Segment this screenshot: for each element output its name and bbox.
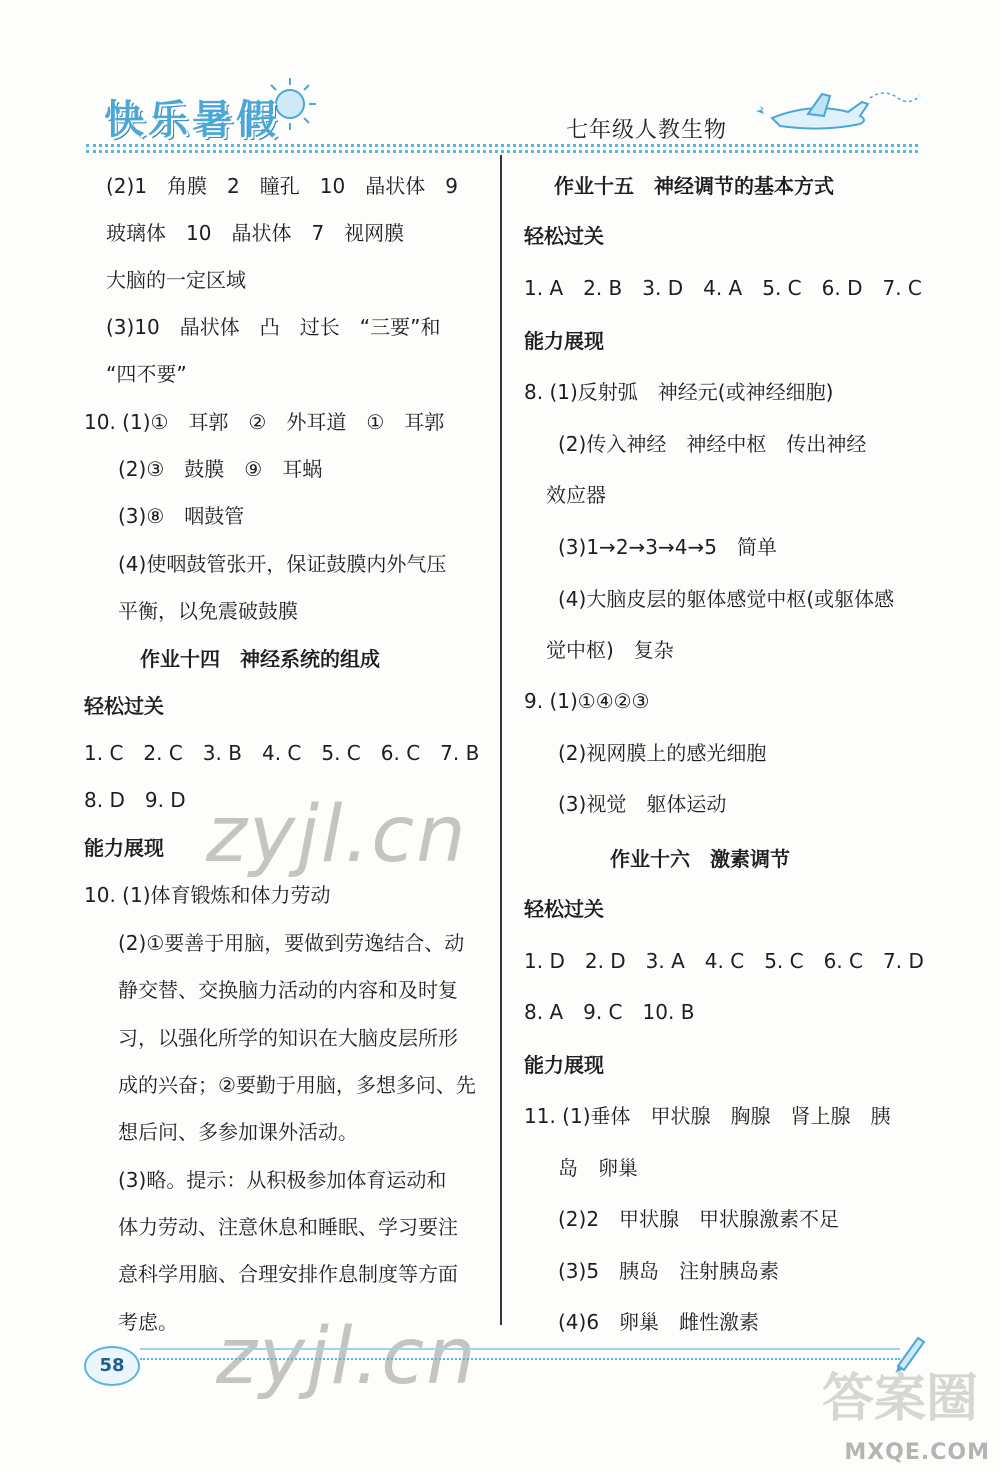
answer-line: (2)1 角膜 2 瞳孔 10 晶状体 9 [106, 174, 458, 198]
watermark: zyjl.cn [216, 1312, 478, 1402]
answer-line: (4)使咽鼓管张开，保证鼓膜内外气压 [118, 552, 447, 576]
subsection-heading: 能力展现 [524, 1053, 604, 1077]
answer-line: 体力劳动、注意休息和睡眠、学习要注 [118, 1215, 458, 1239]
subsection-heading: 轻松过关 [524, 897, 604, 921]
answer-line: (3)视觉 躯体运动 [558, 792, 727, 816]
answer-line: (3)⑧ 咽鼓管 [118, 504, 245, 528]
answer-line: (2)视网膜上的感光细胞 [558, 741, 767, 765]
column-divider [500, 155, 502, 1325]
footer-line [140, 1348, 900, 1350]
answer-line: 静交替、交换脑力活动的内容和及时复 [118, 978, 458, 1002]
answer-line: (4)6 卵巢 雌性激素 [558, 1310, 760, 1334]
section-title: 作业十六 激素调节 [610, 847, 790, 871]
footer-line-2 [140, 1358, 900, 1360]
answer-line: 1. A 2. B 3. D 4. A 5. C 6. D 7. C [524, 276, 922, 300]
watermark: zyjl.cn [206, 790, 468, 880]
answer-line: (2)①要善于用脑，要做到劳逸结合、动 [118, 931, 465, 955]
answer-line: “四不要” [106, 362, 187, 386]
answer-line: 觉中枢) 复杂 [546, 638, 674, 662]
answer-line: 8. D 9. D [84, 788, 186, 812]
site-url-watermark: MXQE.COM [844, 1440, 990, 1465]
subsection-heading: 能力展现 [84, 836, 164, 860]
answer-line: 9. (1)①④②③ [524, 689, 650, 713]
answer-line: 8. A 9. C 10. B [524, 1000, 695, 1024]
subsection-heading: 能力展现 [524, 329, 604, 353]
answer-line: 8. (1)反射弧 神经元(或神经细胞) [524, 380, 834, 404]
answer-line: 10. (1)① 耳郭 ② 外耳道 ① 耳郭 [84, 410, 445, 434]
answer-line: (4)大脑皮层的躯体感觉中枢(或躯体感 [558, 587, 895, 611]
subsection-heading: 轻松过关 [524, 224, 604, 248]
answer-line: 考虑。 [118, 1310, 178, 1334]
answer-line: 11. (1)垂体 甲状腺 胸腺 肾上腺 胰 [524, 1104, 891, 1128]
subsection-heading: 轻松过关 [84, 694, 164, 718]
answer-line: 岛 卵巢 [558, 1156, 638, 1180]
answer-line: (2)传入神经 神经中枢 传出神经 [558, 432, 867, 456]
answer-line: (3)10 晶状体 凸 过长 “三要”和 [106, 315, 441, 339]
answer-line: 习，以强化所学的知识在大脑皮层所形 [118, 1026, 458, 1050]
subject-title: 七年级人教生物 [566, 118, 728, 143]
airplane-icon [752, 84, 922, 144]
answer-line: (2)③ 鼓膜 ⑨ 耳蜗 [118, 457, 323, 481]
answer-line: 想后问、多参加课外活动。 [118, 1120, 358, 1144]
answer-line: 大脑的一定区域 [106, 268, 246, 292]
answer-line: (3)1→2→3→4→5 简单 [558, 535, 777, 559]
header-divider [86, 144, 918, 147]
answer-line: (3)5 胰岛 注射胰岛素 [558, 1259, 780, 1283]
section-title: 作业十五 神经调节的基本方式 [554, 174, 834, 198]
answer-line: (2)2 甲状腺 甲状腺激素不足 [558, 1207, 840, 1231]
site-logo-watermark: 答案圈 [821, 1369, 978, 1429]
header-divider-2 [86, 150, 918, 153]
answer-line: 意科学用脑、合理安排作息制度等方面 [118, 1262, 458, 1286]
page-header [0, 0, 1000, 160]
answer-line: 10. (1)体育锻炼和体力劳动 [84, 883, 331, 907]
answer-line: 玻璃体 10 晶状体 7 视网膜 [106, 221, 405, 245]
book-logo: 快乐暑假 [104, 97, 280, 143]
answer-line: 成的兴奋；②要勤于用脑，多想多问、先 [118, 1073, 476, 1097]
answer-line: 1. C 2. C 3. B 4. C 5. C 6. C 7. B [84, 741, 480, 765]
section-title: 作业十四 神经系统的组成 [140, 647, 380, 671]
answer-line: (3)略。提示：从积极参加体育运动和 [118, 1168, 447, 1192]
answer-line: 1. D 2. D 3. A 4. C 5. C 6. C 7. D [524, 949, 924, 973]
answer-line: 平衡，以免震破鼓膜 [118, 599, 298, 623]
page-number: 58 [84, 1346, 140, 1386]
answer-line: 效应器 [546, 483, 606, 507]
